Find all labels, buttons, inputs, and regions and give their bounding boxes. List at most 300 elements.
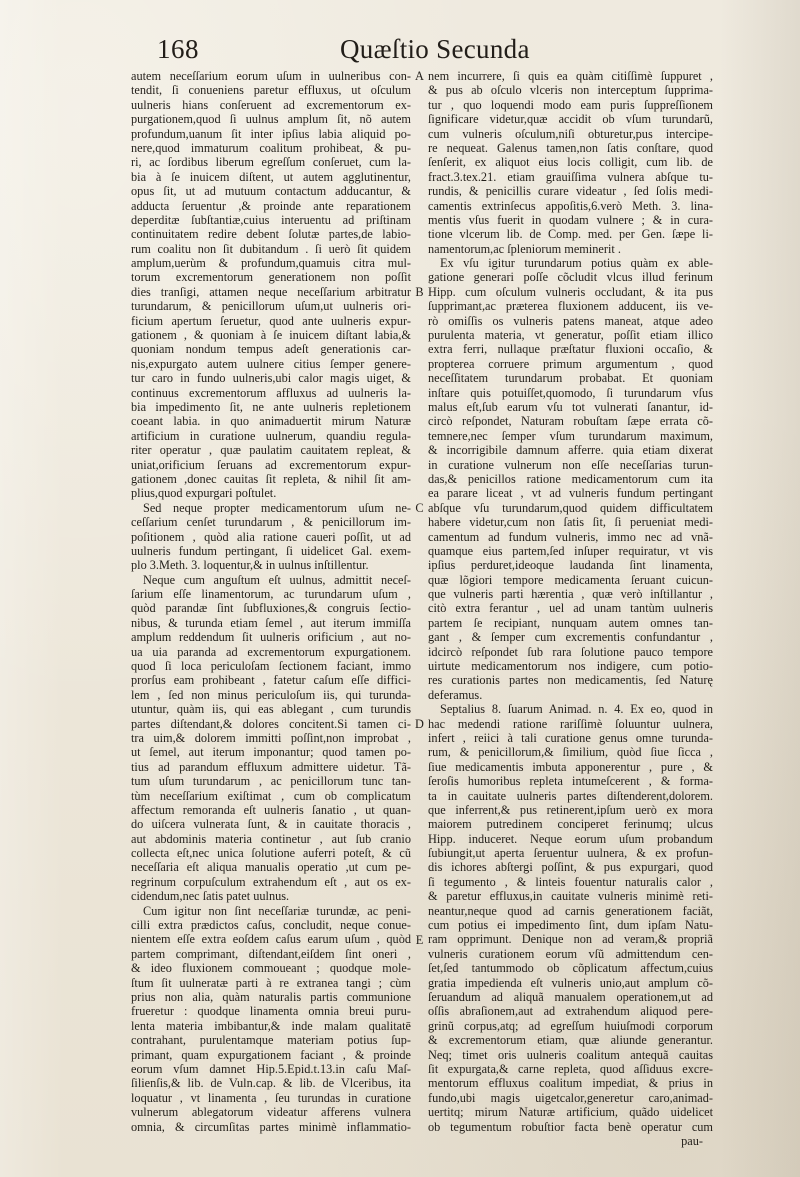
text-line: ipſius perduret,ideoque laudanda ſint linamenta, <box>428 558 713 573</box>
text-line-row <box>428 227 713 241</box>
text-line: ea parare liceat , vt ad vulneris fundum pertingant <box>428 486 713 501</box>
text-line-row <box>428 630 713 644</box>
text-line: turundarum, & penicillorum uſum,ut uulneris ori- <box>131 299 411 314</box>
text-line-row <box>131 270 411 284</box>
text-line: & paretur effluxus,in cauitate vulneris minimè reti- <box>428 889 713 904</box>
text-line: ta in cauitate uulneris partes diſtenderent,dolorem. <box>428 788 713 803</box>
text-line: ſeroſis humoribus repleta intumeſcerent , & forma- <box>428 774 713 789</box>
text-line: quamque eius partem,ſed inſuper requiratur, vt vis <box>428 543 713 558</box>
text-line: citò extra ferantur , uel ad unam tantùm uulneris <box>428 601 713 616</box>
paragraph <box>131 573 411 904</box>
text-line-row <box>428 990 713 1004</box>
text-line: Hipp. cum oſculum vulneris occludant, & ita pus <box>428 284 713 299</box>
text-line-row <box>131 486 411 500</box>
text-line: rum coalitu non ſit dubitandum . ſi uerò ſit quidem <box>131 241 411 256</box>
text-line-row <box>131 127 411 141</box>
text-line: eorum vſum damnet Hip.5.Epid.t.13.in caſu Maſ- <box>131 1061 411 1076</box>
text-line: Cum igitur non ſint neceſſariæ turundæ, ac peni- <box>143 903 411 918</box>
text-line: uniat,orificium ſeruans ad excrementorum expur- <box>131 457 411 472</box>
text-line: continuus excrementorum affluxus ad uulneris la- <box>131 385 411 400</box>
text-line-row <box>131 688 411 702</box>
text-line-row <box>131 242 411 256</box>
text-line: abſque vſu turundarum,quod quidem difficultatem <box>428 500 713 515</box>
text-line-row <box>428 458 713 472</box>
text-line: primant, quam expurgationem faciant , & proinde <box>131 1047 411 1062</box>
text-line-row <box>131 731 411 745</box>
text-line-row <box>428 414 713 428</box>
text-line: affectum remoranda eſt uulneris ſanatio , ut quan- <box>131 802 411 817</box>
text-line: gratia impedienda eſt vulneris unio,aut amplum cõ- <box>428 975 714 990</box>
text-line: vulnerum ablegatorum videatur afferens vulnera <box>131 1105 411 1120</box>
text-line-row <box>428 904 713 918</box>
text-line: Septalius 8. ſuarum Animad. n. 4. Ex eo, quod in <box>440 702 714 717</box>
text-line: nientem eſſe extra eoſdem caſus earum uſum , quòd <box>131 932 411 947</box>
text-line-row <box>131 544 411 558</box>
text-line-row <box>131 616 411 630</box>
text-line-row <box>428 170 713 184</box>
text-line-row <box>131 98 411 112</box>
text-line-row <box>428 961 713 975</box>
text-line-row <box>428 889 713 903</box>
text-line-row <box>428 285 713 299</box>
text-line: idcircò reſpondet ſub rara ſolutione pauco tempore <box>428 644 713 659</box>
text-line-row <box>131 846 411 860</box>
text-line: ſeruandum ad aliquã manualem operationem,ut ad <box>428 990 713 1004</box>
text-line-row <box>131 645 411 659</box>
text-line-row <box>428 774 713 788</box>
paragraph <box>131 904 411 1134</box>
text-line-row <box>131 83 411 97</box>
text-line-row <box>143 904 411 918</box>
text-line-row <box>428 832 713 846</box>
text-line: ob tegumentum robuſtior facta benè operatur cum <box>428 1119 713 1134</box>
text-line-row <box>428 789 713 803</box>
text-line: utuntur, quàm iis, qui eas ablegant , cum turundis <box>131 702 411 717</box>
text-line-row <box>428 1019 713 1033</box>
text-line: ut ſemel, aut iterum imponantur; quod tamen po- <box>131 745 411 760</box>
text-line: habere videtur,cum non ſatis ſit, ſi perueniat medi- <box>428 515 713 530</box>
text-line: maiorem putredinem conciperet ferinumq; ulcus <box>428 817 713 832</box>
text-line-row <box>131 170 411 184</box>
text-line: quoniam nondum tempus adeſt generationis car- <box>131 342 411 357</box>
text-line: partes diſtendant,& dolores concitent.Si tamen ci- <box>131 716 411 731</box>
text-line: ſenſerit, ex aliquot eius locis colligit, cum lib. de <box>428 155 713 170</box>
text-line: ſit expurgata,& carne repleta, quod aſſiduus excre- <box>428 1061 713 1076</box>
text-line: ſubiungit,ut aperta ſeruentur uulnera, & ex profun- <box>428 846 713 861</box>
text-line-row <box>131 414 411 428</box>
text-line: camentis extrinſecus appoſitis,6.verò Meth. 3. lina- <box>428 198 713 213</box>
text-line-row <box>131 889 411 903</box>
text-line-row <box>131 342 411 356</box>
text-line: frueretur : quodque linamenta omnia breui puru- <box>131 1004 412 1019</box>
text-line-row <box>131 1091 411 1105</box>
text-line: tur caro in fundo uulneris,ubi calor magis uiget, & <box>131 371 411 386</box>
text-line: ri, ac ſordibus liberum egreſſum conſeruet, cum la- <box>131 155 411 170</box>
text-line: riter operatur , quæ paulatim cauitatem repleat, & <box>131 443 411 458</box>
text-line-row <box>428 745 713 759</box>
text-line-row <box>428 155 713 169</box>
text-line-row <box>131 1062 411 1076</box>
paragraph <box>131 69 411 501</box>
text-line: Hipp. induceret. Neque eorum uſum probandum <box>428 831 713 846</box>
text-line: re nequeat. Galenus tamen,non ſatis conſtare, quod <box>428 140 713 155</box>
text-line-row <box>428 673 713 687</box>
text-line: bia à ſe inuicem diſtent, ut autem agglutinentur, <box>131 169 411 184</box>
text-line-row <box>428 932 713 946</box>
text-line: torum excrementorum generationem non poſſit <box>131 270 411 285</box>
text-line-row <box>428 1105 713 1119</box>
text-line: ua uia paranda ad excrementorum expurgationem. <box>131 644 411 659</box>
text-line-row <box>428 299 713 313</box>
text-line: tùm neceſſarium exiſtimat , cum ob complicatum <box>131 788 411 803</box>
text-line: ceſſarium cenſet turundarum , & penicillorum im- <box>131 515 411 530</box>
text-line: lem , ſed non minus periculoſum iis, qui turunda- <box>131 687 411 702</box>
text-line: Neque cum anguſtum eſt uulnus, admittit neceſ- <box>143 572 411 587</box>
text-line: dies tranſigi, attamen neque neceſſarium arbitratur <box>131 284 411 299</box>
text-line-row <box>428 1076 713 1090</box>
page-number: 168 <box>157 34 199 64</box>
text-line-row <box>428 645 713 659</box>
text-line-row <box>428 1033 713 1047</box>
text-line-row <box>131 1019 411 1033</box>
text-line: prorſus eam prohibeant , fatetur caſum eſſe diffici- <box>131 673 411 688</box>
text-line: mentorum effluxus coalitum impediat, & prius in <box>428 1076 713 1091</box>
text-line: lenta materia imbibantur,& inde malam qualitatē <box>131 1018 411 1033</box>
text-line-row <box>131 789 411 803</box>
text-line: uertitq; mirum Naturæ artificium, quãdo uidelicet <box>428 1105 713 1120</box>
text-line-row <box>131 328 411 342</box>
text-line: cilli extra prædictos caſus, concludit, neque conue- <box>131 918 411 933</box>
text-line: grinũ corpus,atq; ad egreſſum huiuſmodi corporum <box>428 1018 713 1033</box>
text-line: mentis vſus fuerit in quodam vulnere ; & in cura- <box>428 212 713 227</box>
text-line: ſi tegumento , & linteis fouentur naturalis calor , <box>428 874 713 889</box>
text-line-row <box>131 400 411 414</box>
text-line: tius ad parandum effluxum admittere uidetur. Tã- <box>131 759 411 774</box>
text-line: rundis, & penicillis curare videatur , ſed ſolis medi- <box>428 184 713 199</box>
margin-section-letter: C <box>415 501 424 515</box>
text-line: rò omiſſis os vulneris patens maneat, atque adeo <box>428 313 713 328</box>
text-line: neceſſitatem turundarum probabat. Et quoniam <box>428 371 713 386</box>
text-line-row <box>131 990 411 1004</box>
text-line-row <box>428 314 713 328</box>
text-line: plius,quod expurgari poſtulet. <box>131 486 277 501</box>
text-line-row <box>143 573 411 587</box>
paragraph <box>428 69 713 256</box>
text-line: ſignificare videtur,quæ accidit ob vſum turundarũ, <box>428 112 713 127</box>
text-line: bia impedimento ſit, ne ante uulneris repletionem <box>131 399 411 414</box>
text-line: partem comprimant, diſtendant,eiſdem ſint oneri , <box>131 946 411 961</box>
text-line-row <box>428 659 713 673</box>
text-line-row <box>131 458 411 472</box>
margin-section-letter: E <box>415 933 424 947</box>
text-line-row <box>428 357 713 371</box>
text-line: propterea corruere primum argumentum , quod <box>428 356 713 371</box>
text-line: regrinum corpuſculum extrahendum eſt , aut os ex- <box>131 874 411 889</box>
text-line: artificium in curatione uulnerum, quandiu regula- <box>131 428 411 443</box>
text-line: neceſſaria eſt aliqua manualis operatio ,ut cum pe- <box>131 860 411 875</box>
text-line: Neq; timet oris uulneris coalitum antequã cauitas <box>428 1047 713 1062</box>
text-line-row <box>428 127 713 141</box>
text-line-row <box>131 155 411 169</box>
text-line-row <box>131 184 411 198</box>
text-line-row <box>428 846 713 860</box>
text-line-row <box>131 1076 411 1090</box>
text-line: infert , reiici à tali curatione genus omne turunda- <box>428 730 713 745</box>
text-line-row <box>131 1033 411 1047</box>
text-line-row <box>428 199 713 213</box>
text-line-row <box>428 515 713 529</box>
text-line: res curationis partes non medicamentis, ſed Naturę <box>428 673 713 688</box>
text-line-row <box>131 947 411 961</box>
text-line-row <box>131 630 411 644</box>
text-line: tendit, ſi conueniens paretur effluxus, ut oſculum <box>131 83 411 98</box>
text-line: prius non alia, quàm naturalis partis communione <box>131 990 411 1004</box>
text-line-row <box>428 213 713 227</box>
text-line: poſitionem , quòd alia ratione caueri poſſit, ut ad <box>131 529 411 544</box>
text-line-row <box>428 69 713 83</box>
text-line: neantur,neque quod ad carnis generationem faciãt, <box>428 903 713 918</box>
text-line-row <box>428 803 713 817</box>
text-line-row <box>428 400 713 414</box>
text-line-row <box>428 530 713 544</box>
text-line-row <box>131 558 411 572</box>
text-line: tione vlcerum lib. de Comp. med. per Gen. ſæpe li- <box>428 227 713 242</box>
text-line-row <box>131 760 411 774</box>
text-line-row <box>131 774 411 788</box>
text-line: tum uſum turundarum , ac penicillorum tunc tan- <box>131 774 411 789</box>
text-line: que inferrent,& pus retinerent,ipſum uerò ex mora <box>428 802 713 817</box>
text-line-row <box>131 515 411 529</box>
text-line: deperditæ ſubſtantiæ,cuius interuentu ad priſtinam <box>131 212 411 227</box>
text-line-row <box>131 918 411 932</box>
text-line-row <box>131 673 411 687</box>
text-line-row <box>131 1048 411 1062</box>
text-line: nere,quod immaturum coalitum prohibeat, & pu- <box>131 140 411 155</box>
paragraph <box>131 501 411 573</box>
text-line: do uiſcera vulnerata ſunt, & in cauitate thoracis , <box>131 817 411 832</box>
text-line-row <box>428 184 713 198</box>
text-line-row <box>428 860 713 874</box>
text-line-row <box>428 98 713 112</box>
text-line: ſiue medicamentis imbuta apponerentur , pure , & <box>428 759 713 774</box>
text-line: fract.3.tex.21. etiam grauiſſima vulnera abſque tu- <box>428 169 713 184</box>
text-line-row <box>131 199 411 213</box>
text-line-row <box>428 270 713 284</box>
text-line-row <box>428 342 713 356</box>
text-line: namentorum,ac ſpleniorum meminerit . <box>428 241 621 256</box>
text-line: que vulneris parti hærentia , quæ verò inſtillantur , <box>428 587 713 602</box>
text-line-row <box>428 947 713 961</box>
text-line: coeant labia. in quo animaduertit mirum Naturæ <box>131 414 411 429</box>
text-line: cum potius ei impedimento ſint, dum ipſam Natu- <box>428 918 713 933</box>
text-line-row <box>131 745 411 759</box>
text-line: uirtute medicamentorum nos indigere, cum potio- <box>428 659 713 674</box>
text-line: plo 3.Meth. 3. loquentur,& in uulnus inſtillentur. <box>131 558 369 573</box>
text-line: uulneris hians conſeruent ad excrementorum ex- <box>131 97 411 112</box>
text-line: cum vulneris oſculum,niſi obturetur,pus intercipe- <box>428 126 713 141</box>
text-line: nis,expurgato autem uulnere citius ſemper genere- <box>131 356 411 371</box>
text-line: ſupprimant,ac præterea fluxionem adducent, iis ve- <box>428 299 713 314</box>
text-line-row <box>131 932 411 946</box>
text-line-row <box>440 256 713 270</box>
text-line: partem ſe recipiant, nunquam autem omnes tan- <box>428 615 713 630</box>
margin-section-letter: B <box>415 285 424 299</box>
text-line-row <box>131 659 411 673</box>
text-line: Ex vſu igitur turundarum potius quàm ex able- <box>440 256 713 271</box>
text-line: ram opprimunt. Denique non ad veram,& propriã <box>428 932 713 947</box>
text-line-row <box>428 501 713 515</box>
text-line-row <box>428 486 713 500</box>
text-line: tra uim,& dolorem immitti poſſint,non improbat , <box>131 730 411 745</box>
text-line-row <box>131 961 411 975</box>
text-line-row <box>131 386 411 400</box>
text-line: ſet,ſed tantummodo ob cõplicatum affectum,cuius <box>428 961 714 976</box>
margin-letters <box>411 0 428 1177</box>
text-line: loquatur , vt linamenta , ſeu turundas in curatione <box>131 1090 411 1105</box>
text-line-row <box>131 472 411 486</box>
text-line: & ideo fluxionem commoueant ; quodque mole- <box>131 961 411 976</box>
text-line: das,& penicillos ratione medicamentorum cum ita <box>428 471 713 486</box>
text-line-row <box>131 601 411 615</box>
text-line-row <box>131 530 411 544</box>
text-line: temnere,nec ſemper vſum turundarum maximum, <box>428 428 714 443</box>
text-line-row <box>131 587 411 601</box>
text-line: fundo,ubi magis uigetcalor,generetur caro,animad- <box>428 1090 713 1105</box>
text-line-row <box>131 314 411 328</box>
text-line-row <box>131 976 411 990</box>
text-line: quòd parandæ ſint ſubfluxiones,& congruis ſectio- <box>131 601 411 616</box>
text-line-row <box>131 69 411 83</box>
margin-section-letter: D <box>415 717 424 731</box>
text-line-row <box>131 817 411 831</box>
text-line: ſtum ſit uulneratæ parti à re extranea tangi ; cùm <box>131 975 411 990</box>
text-line-row <box>131 803 411 817</box>
paragraph <box>428 702 713 1134</box>
text-line-row <box>428 601 713 615</box>
text-line: purulenta materia, vt generatur, poſſit etiam illico <box>428 328 713 343</box>
text-line: & incorrigibile damnum afferre. quia etiam dixerat <box>428 443 713 458</box>
margin-section-letter: A <box>415 69 424 83</box>
text-line-row <box>428 976 713 990</box>
text-line-row <box>428 386 713 400</box>
text-line-row <box>428 587 713 601</box>
text-line-row <box>131 443 411 457</box>
text-line-row <box>131 285 411 299</box>
text-line: Sed neque propter medicamentorum uſum ne- <box>143 500 411 515</box>
text-line: extra ferri, nullaque præſtatur fluxioni occaſio, & <box>428 342 713 357</box>
text-line: circò reſpondet, Naturam robuſtam ſæpe errata cõ- <box>428 414 713 429</box>
text-line: quæ lõgiori tempore medicamenta ſeruant cuicun- <box>428 572 713 587</box>
text-line: profundum,uanum ſit inter ipſius labia aliquid po- <box>131 126 411 141</box>
text-line-row <box>428 328 713 342</box>
text-line-row <box>428 558 713 572</box>
text-line: amplum,uerùm & profundum,quamuis citra mul- <box>131 256 411 271</box>
text-line-row <box>131 1120 411 1134</box>
text-line-row <box>131 112 411 126</box>
text-line-row <box>131 141 411 155</box>
catchword: pau- <box>681 1134 703 1148</box>
text-line-row <box>131 702 411 716</box>
text-line: nibus, & turunda etiam ſemel , aut iterum immiſſa <box>131 615 411 630</box>
text-line-row <box>131 875 411 889</box>
text-line-row <box>428 472 713 486</box>
text-line: omnia, & circumſitas partes minimè inflammatio- <box>131 1119 411 1134</box>
text-line: vulneris curationem eorum vſũ admittendum cen- <box>428 946 713 961</box>
text-line-row <box>428 371 713 385</box>
text-line: ficium apertum ſeruetur, quod ante uulneris expur- <box>131 313 411 328</box>
text-line-row <box>428 688 713 702</box>
text-line-row <box>428 918 713 932</box>
text-line: gatione generari poſſe cõcludit vlcus illud ferinum <box>428 270 713 285</box>
text-line: continuitatem redire debent ſolutæ partes,de labio- <box>131 227 411 242</box>
text-line-row <box>440 702 713 716</box>
text-line: contrahant, purulentamque materiam potius ſup- <box>131 1033 411 1048</box>
text-line: deferamus. <box>428 687 483 702</box>
text-line-row <box>428 573 713 587</box>
text-line-row <box>131 213 411 227</box>
text-line-row <box>131 227 411 241</box>
text-line-row <box>428 817 713 831</box>
text-line-row <box>428 731 713 745</box>
text-line: malus eſt,ſub earum vſu tot vulnerati ſanantur, id- <box>428 399 713 414</box>
text-line: ſarium eſſe linamentorum, ac turundarum uſum , <box>131 587 411 602</box>
text-line: in curatione vulnerum non eſſe neceſſarias turun- <box>428 457 713 472</box>
text-line-row <box>428 141 713 155</box>
text-line-row <box>428 242 713 256</box>
text-line: tur , quo loquendi modo eam puris ſuppreſſionem <box>428 97 713 112</box>
text-line-row <box>428 875 713 889</box>
text-line-row <box>428 1091 713 1105</box>
text-line-row <box>428 544 713 558</box>
text-line: nem incurrere, ſi quis ea quàm citiſſimè ſuppuret , <box>428 69 713 83</box>
text-line-row <box>131 256 411 270</box>
paragraph <box>428 256 713 702</box>
text-line: gationem ,donec cauitas ſit repleta, & nihil ſit am- <box>131 471 411 486</box>
text-line: inſtare quis potuiſſet,quomodo, ſi turundarum vſus <box>428 385 713 400</box>
text-line-row <box>428 443 713 457</box>
running-title: Quæſtio Secunda <box>340 34 530 64</box>
text-line-row <box>428 1062 713 1076</box>
text-line: rum, & penicillorum,& ſimilium, quòd ſiue ſicca , <box>428 745 713 760</box>
text-line-row <box>131 717 411 731</box>
text-line: cidendum,nec ſatis patet uulnus. <box>131 889 290 904</box>
text-line: gant , & ſemper cum excrementis confundantur , <box>428 630 713 645</box>
text-line: collecta eſt,nec unica ſolutione auferri poteſt, & cũ <box>131 846 411 861</box>
text-line: ſilienſis,& lib. de Vuln.cap. & lib. de Vlceribus, ita <box>131 1076 411 1091</box>
text-line-row <box>131 429 411 443</box>
text-line: gationem , & quoniam à ſe inuicem diſtant labia,& <box>131 328 411 343</box>
text-line-row <box>131 299 411 313</box>
text-line-row <box>428 1004 713 1018</box>
text-line-row <box>428 112 713 126</box>
text-line-row <box>131 357 411 371</box>
text-line-row <box>131 1105 411 1119</box>
text-line: adducta ſeruentur ,& proinde ante reparationem <box>131 198 411 213</box>
text-line-row <box>131 860 411 874</box>
text-line: dis ichores abſtergi poſſint, & pus expurgari, quod <box>428 860 714 875</box>
text-line: hac medendi ratione rariſſimè ſoluuntur uulnera, <box>428 716 713 731</box>
text-line-row <box>428 83 713 97</box>
text-line: aut abdominis materia continetur , aut ſub cranio <box>131 831 411 846</box>
text-line-row <box>131 1004 411 1018</box>
text-line: uulneris fundum pertingant, ſi uidelicet Gal. exem- <box>131 543 411 558</box>
text-line: & pus ab oſculo vlceris non interceptum ſupprima- <box>428 83 714 98</box>
text-line: camentum ad fundum vulneris, immo nec ad vnã- <box>428 529 713 544</box>
text-line-row <box>428 1048 713 1062</box>
text-line: autem neceſſarium eorum uſum in uulneribus con- <box>131 69 411 83</box>
text-line-row <box>428 760 713 774</box>
text-line-row <box>428 717 713 731</box>
